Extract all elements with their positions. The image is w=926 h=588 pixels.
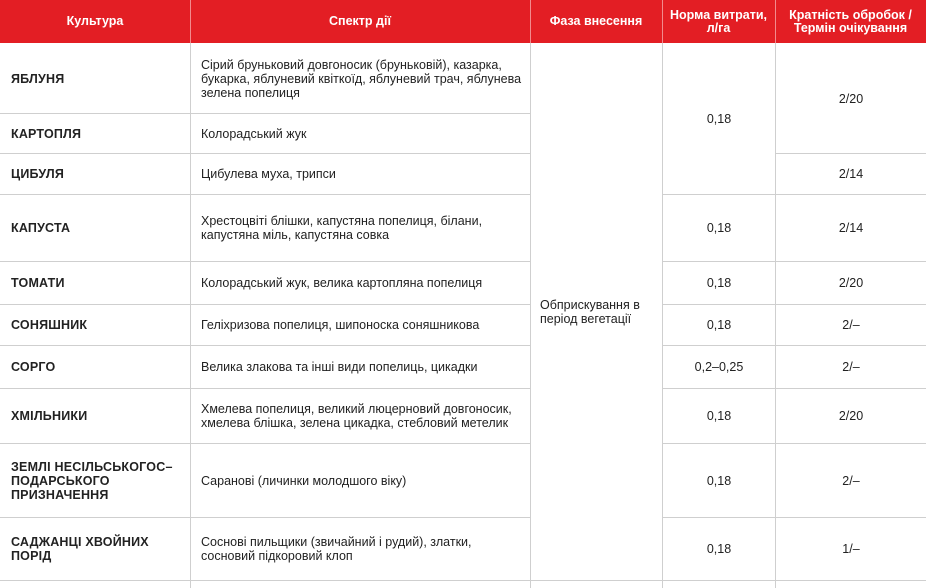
header-divider	[775, 0, 776, 43]
spectrum-cell: Цибулева муха, трипси	[201, 167, 336, 181]
spectrum-cell: Хрестоцвіті блішки, капустяна попелиця, білани, капустяна міль, капустяна совка	[201, 214, 483, 242]
spectrum-cell: Геліхризова попелиця, шипоноска соняшникова	[201, 318, 480, 332]
crop-cell: ЗЕМЛІ НЕСІЛЬСЬКОГОС–ПОДАРСЬКОГО ПРИЗНАЧЕННЯ	[11, 459, 173, 502]
header-rate: Норма витрати, л/га	[662, 0, 775, 43]
spectrum-cell: Колорадський жук, велика картопляна попелиця	[201, 276, 483, 290]
term-cell: 2/14	[838, 167, 864, 181]
term-cell: 2/–	[842, 360, 860, 374]
crop-cell: КАРТОПЛЯ	[11, 126, 82, 141]
spectrum-cell: Саранові (личинки молодшого віку)	[201, 473, 407, 488]
crop-cell: СОНЯШНИК	[11, 318, 88, 332]
crop-cell: ХМІЛЬНИКИ	[11, 409, 88, 423]
rate-cell: 0,18	[706, 221, 732, 235]
header-crop: Культура	[0, 0, 190, 43]
term-cell: 2/20	[838, 409, 864, 423]
spectrum-cell: Велика злакова та інші види попелиць, цикадки	[201, 360, 478, 374]
rate-cell: 0,2–0,25	[694, 360, 744, 374]
spectrum-cell: Соснові пильщики (звичайний і рудий), златки, сосновий підкоровий клоп	[201, 535, 472, 563]
spectrum-cell: Колорадський жук	[201, 126, 307, 141]
spectrum-cell: Хмелева попелиця, великий люцерновий довгоносик, хмелева блішка, зелена цикадка, стебловий метелик	[201, 402, 512, 430]
term-cell: 2/–	[842, 318, 860, 332]
term-cell: 2/14	[838, 221, 864, 235]
header-spectrum: Спектр дії	[190, 0, 530, 43]
rate-cell: 0,18	[706, 318, 732, 332]
term-cell: 2/–	[842, 473, 860, 488]
rate-cell: 0,18	[706, 112, 732, 126]
crop-cell: КАПУСТА	[11, 221, 71, 235]
table-bottom-line	[0, 580, 926, 581]
rate-cell: 0,18	[706, 276, 732, 290]
term-cell: 1/–	[842, 542, 860, 556]
header-divider	[190, 0, 191, 43]
crop-cell: САДЖАНЦІ ХВОЙНИХ ПОРІД	[11, 535, 149, 563]
rate-cell: 0,18	[706, 473, 732, 488]
spectrum-cell: Сірий бруньковий довгоносик (бруньковій), казарка, букарка, яблуневий квіткоїд, яблуневий трач, яблунева зелена попелиця	[201, 57, 522, 100]
crop-cell: ЦИБУЛЯ	[11, 167, 65, 181]
header-divider	[530, 0, 531, 43]
term-cell: 2/20	[838, 91, 864, 106]
phase-cell: Обприскування в період вегетації	[540, 298, 640, 326]
crop-cell: ЯБЛУНЯ	[11, 71, 65, 86]
term-cell: 2/20	[838, 276, 864, 290]
header-divider	[662, 0, 663, 43]
rate-cell: 0,18	[706, 409, 732, 423]
header-phase: Фаза внесення	[530, 0, 662, 43]
crop-cell: СОРГО	[11, 360, 56, 374]
crop-cell: ТОМАТИ	[11, 276, 65, 290]
rate-cell: 0,18	[706, 542, 732, 556]
header-term: Кратність обробок / Термін очікування	[775, 0, 926, 43]
